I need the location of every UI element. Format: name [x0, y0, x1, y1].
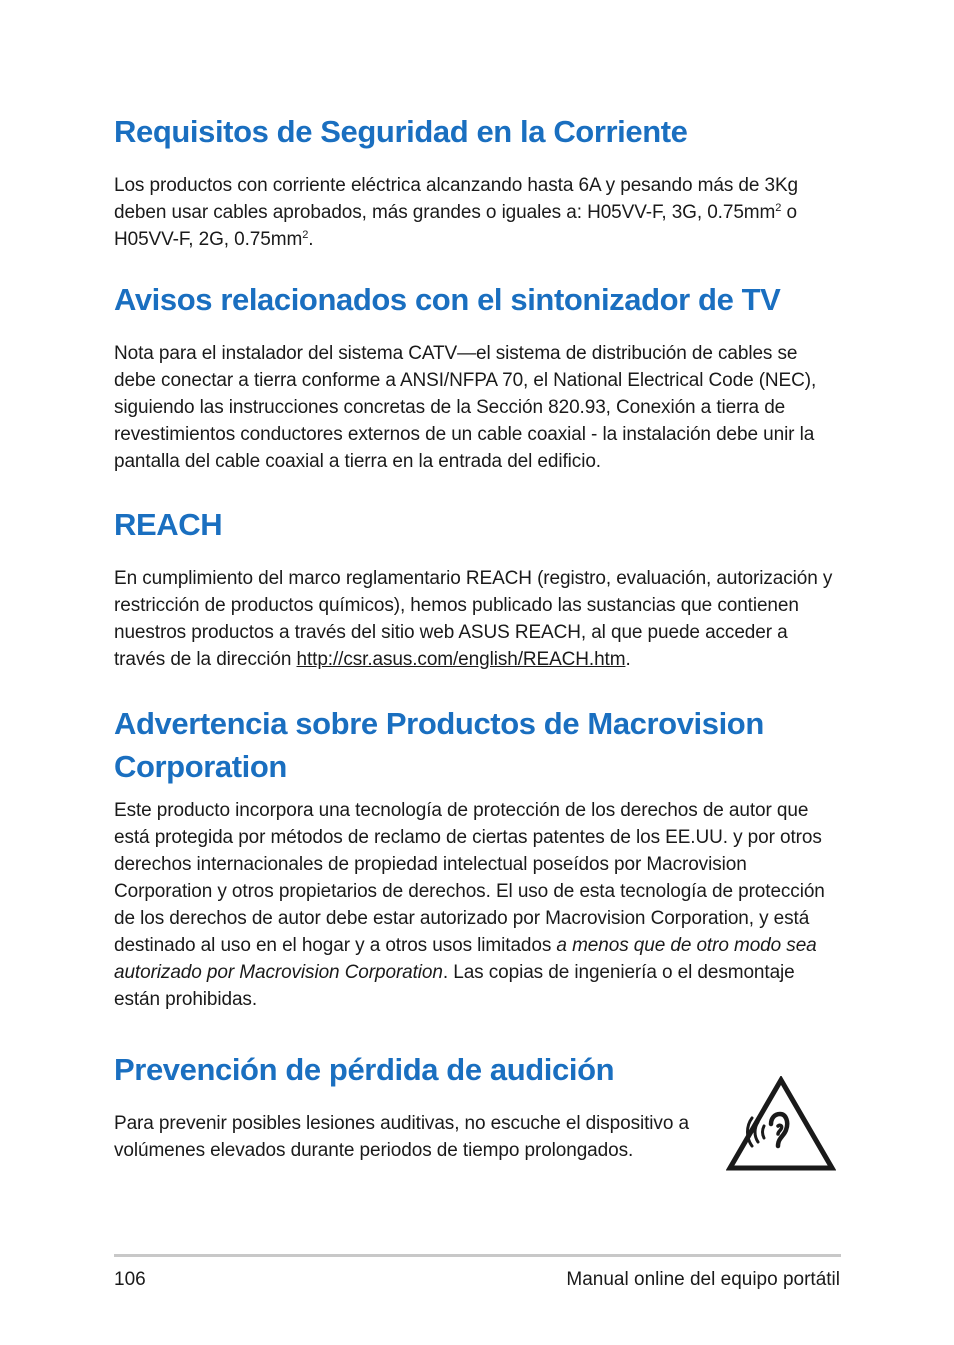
hearing-warning-icon — [726, 1076, 836, 1172]
power-safety-line-3: H05VV-F, 2G, 0.75mm — [114, 229, 303, 250]
superscript-2b: 2 — [302, 229, 309, 241]
section-body-hearing: Para prevenir posibles lesiones auditivas, no escuche el dispositivo a volúmenes elevados durante periodos de tiempo prolongados. — [114, 1113, 689, 1161]
section-body-power-safety — [114, 172, 842, 253]
power-safety-line-2: deben usar cables aprobados, más grandes o iguales a: H05VV-F, 3G, 0.75mm — [114, 202, 776, 223]
power-safety-line-3-end: . — [308, 229, 314, 250]
section-title-reach: REACH — [114, 507, 223, 542]
power-safety-line-1: Los productos con corriente eléctrica alcanzando hasta 6A y pesando más de 3Kg — [114, 175, 799, 196]
section-title-power-safety: Requisitos de Seguridad en la Corriente — [114, 114, 688, 149]
section-title-hearing: Prevención de pérdida de audición — [114, 1052, 615, 1087]
section-title-macrovision: Advertencia sobre Productos de Macrovision Corporation — [114, 706, 764, 784]
footer-divider — [114, 1254, 841, 1257]
macrovision-italic: a menos que de otro modo sea autorizado por Macrovision Corporation — [114, 935, 817, 983]
page-number: 106 — [114, 1269, 146, 1290]
section-body-reach — [114, 565, 842, 673]
section-body-tv-tuner: Nota para el instalador del sistema CATV—el sistema de distribución de cables se debe conectar a tierra conforme a ANSI/NFPA 70, el National Electrical Code (NEC), siguiendo las instrucciones concretas de la Sección 820.93, Conexión a tierra de revestimientos conductores externos de un cable coaxial - la instalación debe unir la pantalla del cable coaxial a tierra en la entrada del edificio. — [114, 343, 817, 472]
reach-text: En cumplimiento del marco reglamentario REACH (registro, evaluación, autorización y restricción de productos químicos), hemos publicado las sustancias que contienen nuestros productos a través del sitio web ASUS REACH, al que puede acceder a través de la dirección — [114, 568, 833, 670]
macrovision-text-end: . Las copias de ingeniería o el desmontaje están prohibidas. — [114, 962, 795, 1010]
manual-title: Manual online del equipo portátil — [566, 1269, 840, 1290]
power-safety-line-2-end: o — [781, 202, 797, 223]
section-title-tv-tuner: Avisos relacionados con el sintonizador de TV — [114, 282, 781, 317]
reach-link[interactable]: http://csr.asus.com/english/REACH.htm — [296, 649, 626, 670]
macrovision-text: Este producto incorpora una tecnología de protección de los derechos de autor que está protegida por métodos de reclamo de ciertas patentes de los EE.UU. y por otros derechos internacionales de propiedad intelectual poseídos por Macrovision Corporation y otros propietarios de derechos. El uso de esta tecnología de protección de los derechos de autor debe estar autorizado por Macrovision Corporation, y está destinado al uso en el hogar y a otros usos limitados — [114, 800, 825, 956]
superscript-2: 2 — [775, 202, 782, 214]
reach-text-end: . — [625, 649, 631, 670]
section-body-macrovision — [114, 797, 842, 1013]
